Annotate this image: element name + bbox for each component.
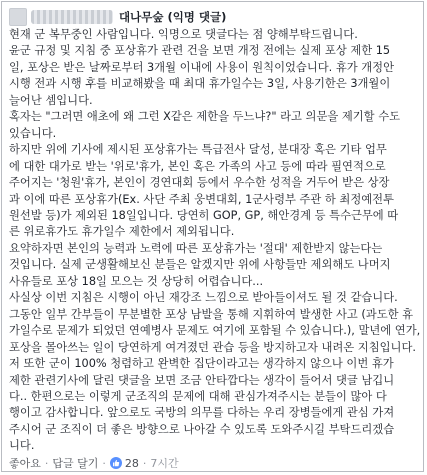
comment-header [9, 6, 226, 28]
separator-dot: · [102, 456, 106, 470]
comment-line: 니다. [9, 439, 35, 453]
timestamp[interactable]: 7시간 [150, 457, 179, 470]
comment-line: 과 이에 따른 포상휴가(Ex. 사단 주최 웅변대회, 1군사령부 주관 하 최정예전투 [9, 192, 394, 206]
comment-line: 윤군 규정 및 지침 중 포상휴가 관련 건을 보면 개정 전에는 실제 포상 제한 15 [9, 44, 391, 58]
comment-body [9, 27, 421, 455]
comment-line: 다.. 한편으로는 이렇게 군조직의 문제에 대해 관심가져주시는 분들이 많아 다 [9, 389, 387, 403]
comment-line: 있습니다. [9, 126, 57, 140]
comment-card [1, 1, 424, 472]
separator-dot: · [44, 456, 49, 470]
author-tag[interactable]: 대나무숲 (익명 댓글) [119, 10, 227, 24]
reply-link[interactable]: 답글 달기 [52, 457, 99, 470]
comment-line: 른 위로휴가도 휴가일수 제한에서 제외됩니다. [9, 225, 235, 239]
separator-dot: · [142, 456, 147, 470]
comment-line: 시행 전과 시행 후를 비교해봤을 때 최대 휴가일수는 3일, 사용기한은 3개월이 [9, 77, 391, 91]
redacted-author-name [31, 10, 113, 24]
comment-line: 늘어난 셈입니다. [9, 93, 93, 107]
comment-line: 행이고 감사합니다. 앞으로도 국방의 의무를 다하는 우리 장병들에게 관심 가져 [9, 406, 395, 420]
like-count[interactable]: 28 [124, 456, 139, 470]
comment-line: 요약하자면 본인의 능력과 노력에 따른 포상휴가는 '절대' 제한받지 않는다는 [9, 241, 383, 255]
avatar[interactable] [9, 8, 27, 26]
comment-line: 현재 군 복무중인 사람입니다. 익명으로 댓글다는 점 양해부탁드립니다. [9, 28, 358, 41]
thumbs-up-icon[interactable] [110, 457, 122, 469]
comment-line: 주어지는 '청원'휴가, 본인이 경연대회 등에서 우수한 성적을 거두어 받은 상장 [9, 176, 390, 190]
comment-line: 주시어 군 조직이 더 좋은 방향으로 나아갈 수 있도록 도와주시길 부탁드리겠습 [9, 422, 395, 436]
comment-line: 일, 포상은 받은 날짜로부터 3개월 이내에 사용이 원칙이었습니다. 휴가 개정안 [9, 60, 394, 74]
comment-line: 사유들로 포상 18일 모으는 것 상당히 어렵습니다... [9, 274, 264, 288]
comment-line: 에 대한 대가로 받는 '위로'휴가, 본인 혹은 가족의 사고 등에 따라 필연적으로 [9, 159, 386, 173]
comment-line: 저 또한 군이 100% 청렴하고 완벽한 집단이라고는 생각하지 않으나 이번 휴가 [9, 357, 394, 371]
comment-line: 원선발 등)가 제외된 18일입니다. 당연히 GOP, GP, 해안경계 등 특수근무에 따 [9, 208, 399, 222]
comment-footer [9, 455, 179, 471]
comment-line: 혹자는 "그러면 애초에 왜 그런 X같은 제한을 두느냐?" 라고 의문을 제기할 수도 [9, 110, 401, 124]
comment-line: 사실상 이번 지침은 시행이 아닌 재강조 느낌으로 받아들이셔도 될 것 같습니다. [9, 291, 398, 305]
comment-line: 그동안 일부 간부들이 무분별한 포상 남발을 통해 지휘하여 발생한 사고 (과도한 휴가일수로 문제가 되었던 연예병사 문제도 여기에 포함될 수 있습니다.), 말년에 연가, 포상을 몰아쓰는 일이 당연하게 여겨졌던 관습 등을 방지하고자 내려온 지침입니다. [9, 307, 421, 354]
comment-line: 하지만 위에 기사에 제시된 포상휴가는 특급전사 달성, 분대장 혹은 기타 업무 [9, 143, 387, 157]
comment-line: 것입니다. 실제 군생활해보신 분들은 알겠지만 위에 사항들만 제외해도 나머지 [9, 258, 391, 272]
like-link[interactable]: 좋아요 [9, 457, 41, 470]
comment-line: 제한 관련기사에 달린 댓글을 보면 조금 안타깝다는 생각이 들어서 댓글 남깁니 [9, 373, 395, 387]
